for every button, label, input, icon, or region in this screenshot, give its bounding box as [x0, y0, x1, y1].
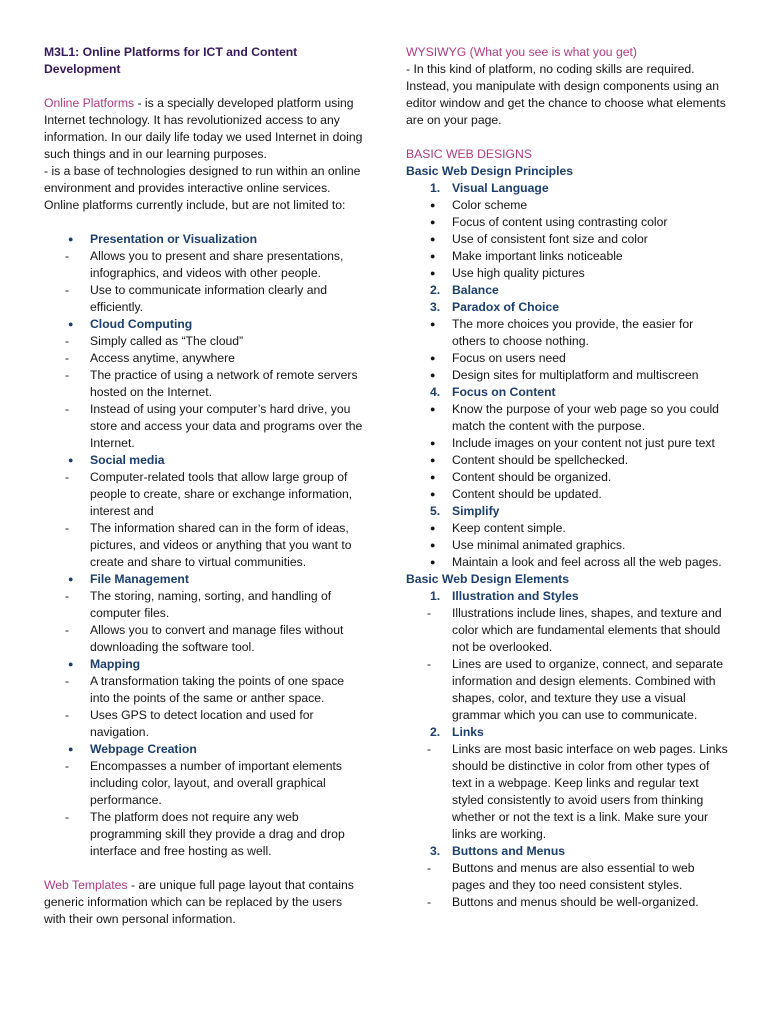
- principle-item: 4. Focus on Content: [430, 385, 556, 399]
- right-column: [406, 44, 728, 911]
- bullet-icon: ●: [430, 319, 436, 329]
- element-point: - Buttons and menus should be well-organized.: [427, 895, 699, 909]
- principle-point: ● Use minimal animated graphics.: [430, 538, 626, 552]
- category-item: ● Presentation or Visualization: [68, 232, 258, 246]
- dash-icon: -: [65, 759, 70, 773]
- principle-point: ● Focus on users need: [430, 351, 566, 365]
- principle-item: 3. Paradox of Choice: [430, 300, 560, 314]
- category-point: - Allows you to convert and manage files without downloading the software tool.: [65, 623, 344, 654]
- bullet-icon: ●: [68, 659, 74, 669]
- principle-point: ● Include images on your content not just pure text: [430, 436, 715, 450]
- bullet-icon: ●: [430, 489, 436, 499]
- principle-point: ● Focus of content using contrasting color: [430, 215, 668, 229]
- dash-icon: -: [65, 402, 70, 416]
- principles-heading: Basic Web Design Principles: [406, 164, 574, 178]
- dash-icon: -: [65, 623, 70, 637]
- dash-icon: -: [65, 708, 70, 722]
- bullet-icon: ●: [430, 353, 436, 363]
- dash-icon: -: [65, 810, 70, 824]
- element-point: - Illustrations include lines, shapes, and texture and color which are fundamental elements that should not be overlooked.: [427, 606, 722, 654]
- online-platforms-term: Online Platforms: [44, 96, 135, 110]
- dash-icon: -: [427, 606, 432, 620]
- bullet-icon: ●: [68, 455, 74, 465]
- web-templates-definition: Web Templates - are unique full page layout that contains generic information which can be replaced by the users with their own personal information.: [44, 878, 354, 926]
- bullet-icon: ●: [430, 251, 436, 261]
- principle-point: ● Keep content simple.: [430, 521, 566, 535]
- category-point: - The information shared can in the form of ideas, pictures, and videos or anything that you want to create and share to virtual communities.: [65, 521, 352, 569]
- principle-point: ● Content should be updated.: [430, 487, 602, 501]
- category-point: - The storing, naming, sorting, and handling of computer files.: [65, 589, 332, 620]
- bullet-icon: ●: [430, 268, 436, 278]
- dash-icon: -: [65, 283, 70, 297]
- bullet-icon: ●: [430, 540, 436, 550]
- category-point: - Instead of using your computer’s hard drive, you store and access your data and programs over the Internet.: [65, 402, 363, 450]
- principle-point: ● Color scheme: [430, 198, 528, 212]
- element-item: 1. Illustration and Styles: [430, 589, 579, 603]
- bullet-icon: ●: [68, 234, 74, 244]
- wysiwyg-heading: WYSIWYG (What you see is what you get): [406, 45, 637, 59]
- category-point: - Allows you to present and share presentations, infographics, and videos with other people.: [65, 249, 344, 280]
- category-point: - Uses GPS to detect location and used for navigation.: [65, 708, 314, 739]
- bullet-icon: ●: [430, 472, 436, 482]
- principle-item: 2. Balance: [430, 283, 499, 297]
- category-item: ● Social media: [68, 453, 165, 467]
- dash-icon: -: [65, 589, 70, 603]
- web-templates-term: Web Templates: [44, 878, 128, 892]
- category-point: - Encompasses a number of important elements including color, layout, and overall graphical performance.: [65, 759, 342, 807]
- principle-point: ● Content should be organized.: [430, 470, 612, 484]
- bullet-icon: ●: [430, 217, 436, 227]
- document-title: M3L1: Online Platforms for ICT and Content Development: [44, 45, 298, 76]
- dash-icon: -: [427, 861, 432, 875]
- bullet-icon: ●: [430, 438, 436, 448]
- bullet-icon: ●: [430, 557, 436, 567]
- dash-icon: -: [65, 351, 70, 365]
- bullet-icon: ●: [68, 319, 74, 329]
- principle-point: ● The more choices you provide, the easier for others to choose nothing.: [430, 317, 694, 348]
- principle-point: ● Maintain a look and feel across all the web pages.: [430, 555, 722, 569]
- principle-point: ● Design sites for multiplatform and multiscreen: [430, 368, 699, 382]
- basic-web-designs-heading: BASIC WEB DESIGNS: [406, 147, 532, 161]
- dash-icon: -: [65, 249, 70, 263]
- bullet-icon: ●: [430, 234, 436, 244]
- bullet-icon: ●: [68, 574, 74, 584]
- dash-icon: -: [427, 742, 432, 756]
- principle-item: 5. Simplify: [430, 504, 500, 518]
- bullet-icon: ●: [430, 200, 436, 210]
- category-point: - Computer-related tools that allow large group of people to create, share or exchange information, interest and: [65, 470, 353, 518]
- principle-point: ● Make important links noticeable: [430, 249, 623, 263]
- dash-icon: -: [65, 470, 70, 484]
- dash-icon: -: [65, 334, 70, 348]
- category-point: - Access anytime, anywhere: [65, 351, 235, 365]
- principle-point: ● Know the purpose of your web page so you could match the content with the purpose.: [430, 402, 719, 433]
- principle-point: ● Use of consistent font size and color: [430, 232, 648, 246]
- bullet-icon: ●: [430, 370, 436, 380]
- principle-point: ● Content should be spellchecked.: [430, 453, 629, 467]
- elements-heading: Basic Web Design Elements: [406, 572, 570, 586]
- bullet-icon: ●: [430, 404, 436, 414]
- category-point: - A transformation taking the points of one space into the points of the same or anther space.: [65, 674, 345, 705]
- online-platforms-description: - is a base of technologies designed to run within an online environment and provides interactive online services. Online platforms currently include, but are not limited to:: [44, 164, 361, 212]
- left-column: [44, 44, 366, 928]
- principle-item: 1. Visual Language: [430, 181, 549, 195]
- bullet-icon: ●: [68, 744, 74, 754]
- category-item: ● Cloud Computing: [68, 317, 193, 331]
- category-point: - The practice of using a network of remote servers hosted on the Internet.: [65, 368, 358, 399]
- category-item: ● Mapping: [68, 657, 141, 671]
- element-point: - Buttons and menus are also essential to web pages and they too need consistent styles.: [427, 861, 695, 892]
- bullet-icon: ●: [430, 455, 436, 465]
- dash-icon: -: [427, 657, 432, 671]
- category-item: ● Webpage Creation: [68, 742, 197, 756]
- element-item: 3. Buttons and Menus: [430, 844, 566, 858]
- dash-icon: -: [65, 368, 70, 382]
- category-point: - Simply called as “The cloud”: [65, 334, 244, 348]
- category-item: ● File Management: [68, 572, 189, 586]
- element-point: - Lines are used to organize, connect, and separate information and design elements. Combined with shapes, color, and texture they use a visual grammar which you can use to communicate.: [427, 657, 724, 722]
- online-platforms-definition: Online Platforms - is a specially developed platform using Internet technology. It has revolutionized access to any information. In our daily life today we used Internet in doing such things and in our learning purposes.: [44, 96, 363, 161]
- dash-icon: -: [65, 674, 70, 688]
- category-point: - The platform does not require any web programming skill they provide a drag and drop interface and free hosting as well.: [65, 810, 345, 858]
- dash-icon: -: [65, 521, 70, 535]
- category-point: - Use to communicate information clearly and efficiently.: [65, 283, 328, 314]
- wysiwyg-description: - In this kind of platform, no coding skills are required. Instead, you manipulate with design components using an editor window and get the chance to choose what elements are on your page.: [406, 62, 726, 127]
- bullet-icon: ●: [430, 523, 436, 533]
- dash-icon: -: [427, 895, 432, 909]
- element-point: - Links are most basic interface on web pages. Links should be distinctive in color from other types of text in a webpage. Keep links and regular text styled consistently to avoid users from thinking whether or not the text is a link. Make sure your links are working.: [427, 742, 728, 841]
- element-item: 2. Links: [430, 725, 484, 739]
- principle-point: ● Use high quality pictures: [430, 266, 585, 280]
